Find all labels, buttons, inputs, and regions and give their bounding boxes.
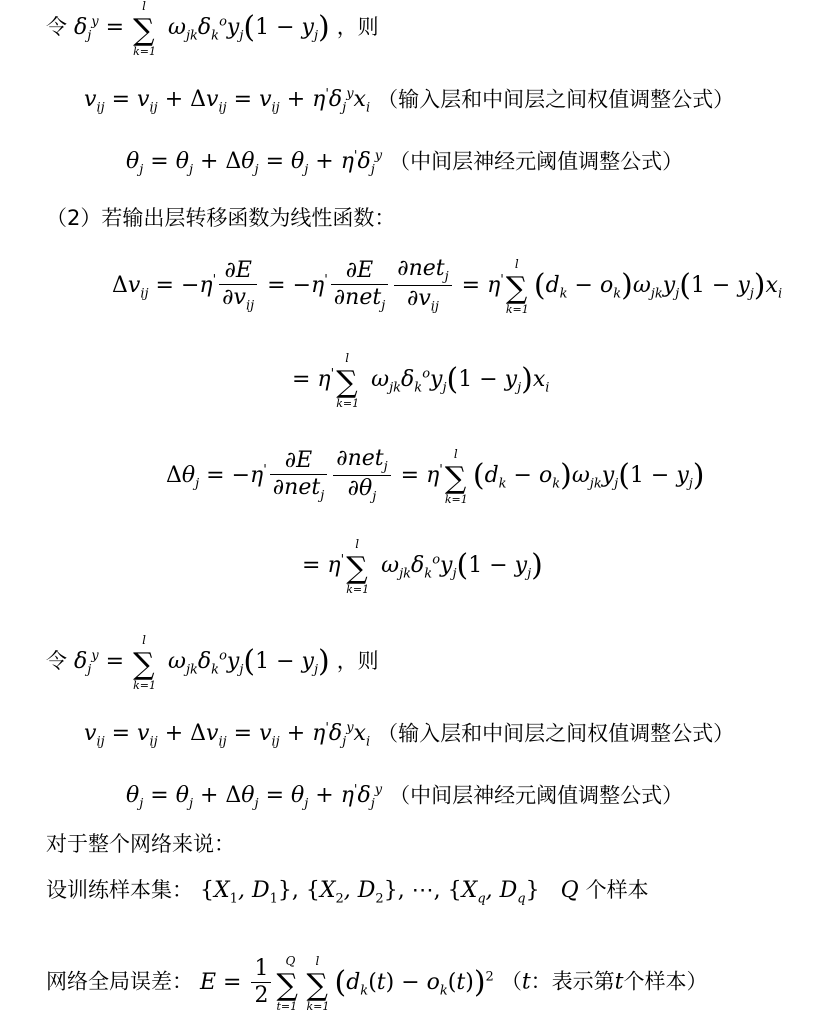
note-theta-b: （中间层神经元阈值调整公式） bbox=[389, 783, 684, 808]
formula-global-error: E = $\frac{1}{2}$ Q ∑ t=1 l ∑ k=1 $(d_k(t) - o_k(t))^2$ bbox=[200, 953, 494, 1013]
delta-definition-a bbox=[46, 0, 379, 58]
formula-delta-v: $\Delta v_{ij} = -\eta'$ $\frac{\partial E}{\partial v_{ij}}$ = −η' $\frac{\partial E}{\partial net_j}$ $\frac{\partial net_j}{\partial v_{ij}}$ = η' l ∑ k=1 $(d_k - o_k)\omega_{jk}y_j(1 - y_j)x_i$ bbox=[112, 256, 783, 316]
theta-update-b bbox=[126, 784, 683, 811]
formula-theta-a: $\theta_j = \theta_j + \Delta\theta_j = \theta_j + \eta'\delta_j^y$ bbox=[126, 149, 383, 178]
formula-v-b: $v_{ij} = v_{ij} + \Delta v_{ij} = v_{ij} + \eta'\delta_j^yx_i$ bbox=[84, 721, 371, 750]
formula-theta-b: $\theta_j = \theta_j + \Delta\theta_j = \theta_j + \eta'\delta_j^y$ bbox=[126, 783, 383, 812]
formula-delta-theta-cont: = η' l ∑ k=1 $\omega_{jk}\delta_k^oy_j(1 - y_j)$ bbox=[302, 537, 543, 596]
text-ling: 令 bbox=[46, 15, 67, 39]
v-update-a bbox=[84, 88, 734, 115]
text-ze: ，则 bbox=[336, 15, 379, 39]
note-mid: ：表示第 bbox=[530, 969, 615, 994]
formula-delta-theta: $\Delta\theta_j = -\eta'$ $\frac{\partial E}{\partial net_j}$ $\frac{\partial net_j}{\partial\theta_j}$ = η' l ∑ k=1 $(d_k - o_k)\omega_{jk}y_j(1 - y_j)$ bbox=[166, 446, 705, 506]
note-theta-a: （中间层神经元阈值调整公式） bbox=[389, 149, 684, 174]
global-error-line bbox=[46, 953, 708, 1013]
delta-theta-formula bbox=[166, 448, 705, 504]
delta-v-continued bbox=[292, 351, 550, 410]
formula-training-set: {$X_1$, $D_1$}, {$X_2$, $D_2$}, ⋯, {$X_q$, $D_q$} Q bbox=[200, 878, 579, 907]
var-t: t bbox=[521, 969, 531, 995]
text-ze-b: ，则 bbox=[336, 649, 379, 673]
global-error-label: 网络全局误差： bbox=[46, 969, 193, 994]
training-set-label: 设训练样本集： bbox=[46, 878, 193, 902]
formula-delta-b: $\delta_j^y$ = l ∑ k=1 $\omega_{jk}\delta_k^oy_j(1 - y_j)$ bbox=[74, 633, 330, 692]
note-close: 个样本） bbox=[623, 969, 708, 994]
delta-theta-continued bbox=[302, 537, 543, 596]
v-update-b bbox=[84, 722, 734, 749]
text-ling-b: 令 bbox=[46, 649, 67, 673]
training-set-tail: 个样本 bbox=[585, 878, 649, 902]
network-heading: 对于整个网络来说： bbox=[46, 832, 235, 856]
note-v-b: （输入层和中间层之间权值调整公式） bbox=[377, 721, 735, 746]
var-t-2: t bbox=[614, 969, 624, 995]
note-open: （ bbox=[500, 969, 522, 994]
delta-definition-b bbox=[46, 633, 379, 692]
section-2-heading: （2）若输出层转移函数为线性函数： bbox=[46, 206, 396, 230]
theta-update-a bbox=[126, 150, 683, 177]
note-v-a: （输入层和中间层之间权值调整公式） bbox=[377, 87, 735, 112]
formula-delta-v-cont: = η' l ∑ k=1 $\omega_{jk}\delta_k^oy_j(1 - y_j)x_i$ bbox=[292, 351, 550, 410]
training-set-line bbox=[46, 880, 649, 905]
formula-v-a: $v_{ij} = v_{ij} + \Delta v_{ij} = v_{ij} + \eta'\delta_j^yx_i$ bbox=[84, 87, 371, 116]
formula-delta-a: $\delta_j^y$ = l ∑ k=1 $\omega_{jk}\delta_k^oy_j(1 - y_j)$ bbox=[74, 0, 330, 58]
delta-v-formula bbox=[112, 258, 782, 314]
